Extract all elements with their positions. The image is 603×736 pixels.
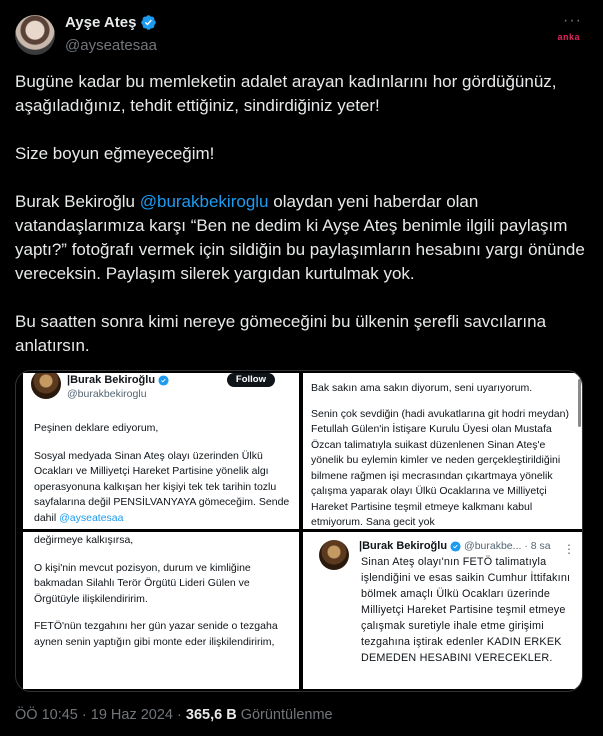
media-grid[interactable] [15,370,583,692]
tweet-header [15,12,588,60]
shot-paragraph-text: Sosyal medyada Sinan Ateş olayı üzerinden Ülkü Ocakları ve Milliyetçi Hareket Partisine yönelik algı operasyonuna kalkışan her kişiyi tek tek tarihin tozlu sayfalarına değil PENSİLVANYAYA gömeceğim. Sende dahil [34,449,290,524]
verified-badge-icon [140,14,157,31]
mini-name-text: |Burak Bekiroğlu [67,374,156,386]
more-icon[interactable]: ··· [563,12,582,29]
shot-text [34,421,296,529]
screenshot-bottom-right[interactable] [299,532,583,689]
mini-author-name [359,539,551,555]
verified-badge-icon [158,375,169,386]
follow-button[interactable]: Follow [227,373,275,387]
mini-avatar [31,373,61,399]
tweet-text [15,70,590,382]
author-avatar[interactable] [15,15,55,55]
mention-link: @ayseatesaa [59,511,124,524]
mini-handle: @burakbekiroglu [67,388,147,400]
author-handle[interactable]: @ayseatesaa [65,37,157,54]
mention-link[interactable]: @burakbekiroglu [139,192,269,211]
more-icon: ⋮ [563,542,575,556]
screenshot-top-left[interactable] [23,373,305,529]
shot-paragraph: FETÖ'nün tezgahını her gün yazar senide o tezgaha aynen senin yaptığın gibi monte eder ilişkilendiririm, [34,620,278,648]
tweet-meta [15,707,333,723]
shot-paragraph: O kişi'nin mevcut pozisyon, durum ve kimliğine bakmadan Silahlı Terör Örgütü Lideri Gülen ve Örgütüyle ilişkilendiririm. [34,561,251,605]
scrollbar [578,379,581,427]
view-count: 365,6 B [185,707,237,723]
shot-paragraph: Bak sakın ama sakın diyorum, seni uyarıyorum. [311,382,533,394]
mini-handle-time: @burakbe... · 8 sa [464,540,551,552]
tweet-paragraph: Bugüne kadar bu memleketin adalet arayan kadınlarını hor gördüğünüz, aşağıladığınız, tehdit ettiğiniz, sindirdiğiniz yeter! [15,72,557,115]
shot-text [34,533,296,658]
tweet-paragraph: Size boyun eğmeyeceğim! [15,144,215,163]
views-label: Görüntülenme [236,707,333,723]
shot-text [311,381,573,529]
paragraph-text: olaydan yeni haberdar olan vatandaşlarımıza karşı “Ben ne dedim ki Ayşe Ateş benimle ilgili paylaşım yaptı?” fotoğrafı vermek için sildiğin bu paylaşımların hesabını yargı önünde vereceksin. Paylaşım silerek yargıdan kurtulmak yok. [15,192,585,283]
tweet-paragraph: Bu saatten sonra kimi nereye gömeceğini bu ülkenin şerefli savcılarına anlatırsın. [15,312,547,355]
author-name[interactable]: Ayşe Ateş [65,14,137,31]
shot-paragraph [34,449,296,527]
shot-paragraph: Peşinen deklare ediyorum, [34,422,159,434]
screenshot-top-right[interactable] [299,373,583,529]
tweet-timestamp[interactable]: ÖÖ 10:45 · 19 Haz 2024 · [15,707,186,723]
tweet-paragraph [15,190,590,286]
paragraph-text: Burak Bekiroğlu [15,192,140,211]
shot-text: Sinan Ateş olayı'nın FETÖ talimatıyla işlendiğini ve esas saikin Cumhur İttifakını bölmek amaçlı Ülkü Ocakları üzerinde Milliyetçi Hareket Partisine teşmil etmeye çalışmak suretiyle ihale etme girişimi tezgahına iştirak edenler KADIN ERKEK DEMEDEN HESABINI VERECEKLER. [361,556,571,664]
shot-paragraph: Senin çok sevdiğin (hadi avukatlarına git hodri meydan) Fetullah Gülen'in İstişare Kurulu Üyesi olan Mustafa Özcan talimatıyla suikast düzenlenen Sinan Ateş'e yönelik bu eylemin kimler ve neden gerçekleştirildiğini bilmene rağmen işi mecrasından çıkartmaya yönelik çalışma yaparak olayı Ülkü Ocaklarına ve Milliyetçi Hareket Partisine teşmil etmeye kalkmanı kabul etmiyorum. Sana gecit yok [311,407,569,528]
author-name-row[interactable] [65,14,157,31]
verified-badge-icon [450,541,461,552]
watermark-logo: anka [557,32,580,42]
screenshot-bottom-left[interactable] [23,532,302,689]
shot-paragraph: değirmeye kalkışırsa, [34,534,134,546]
mini-name-text: |Burak Bekiroğlu [359,540,448,552]
mini-avatar [319,540,349,570]
